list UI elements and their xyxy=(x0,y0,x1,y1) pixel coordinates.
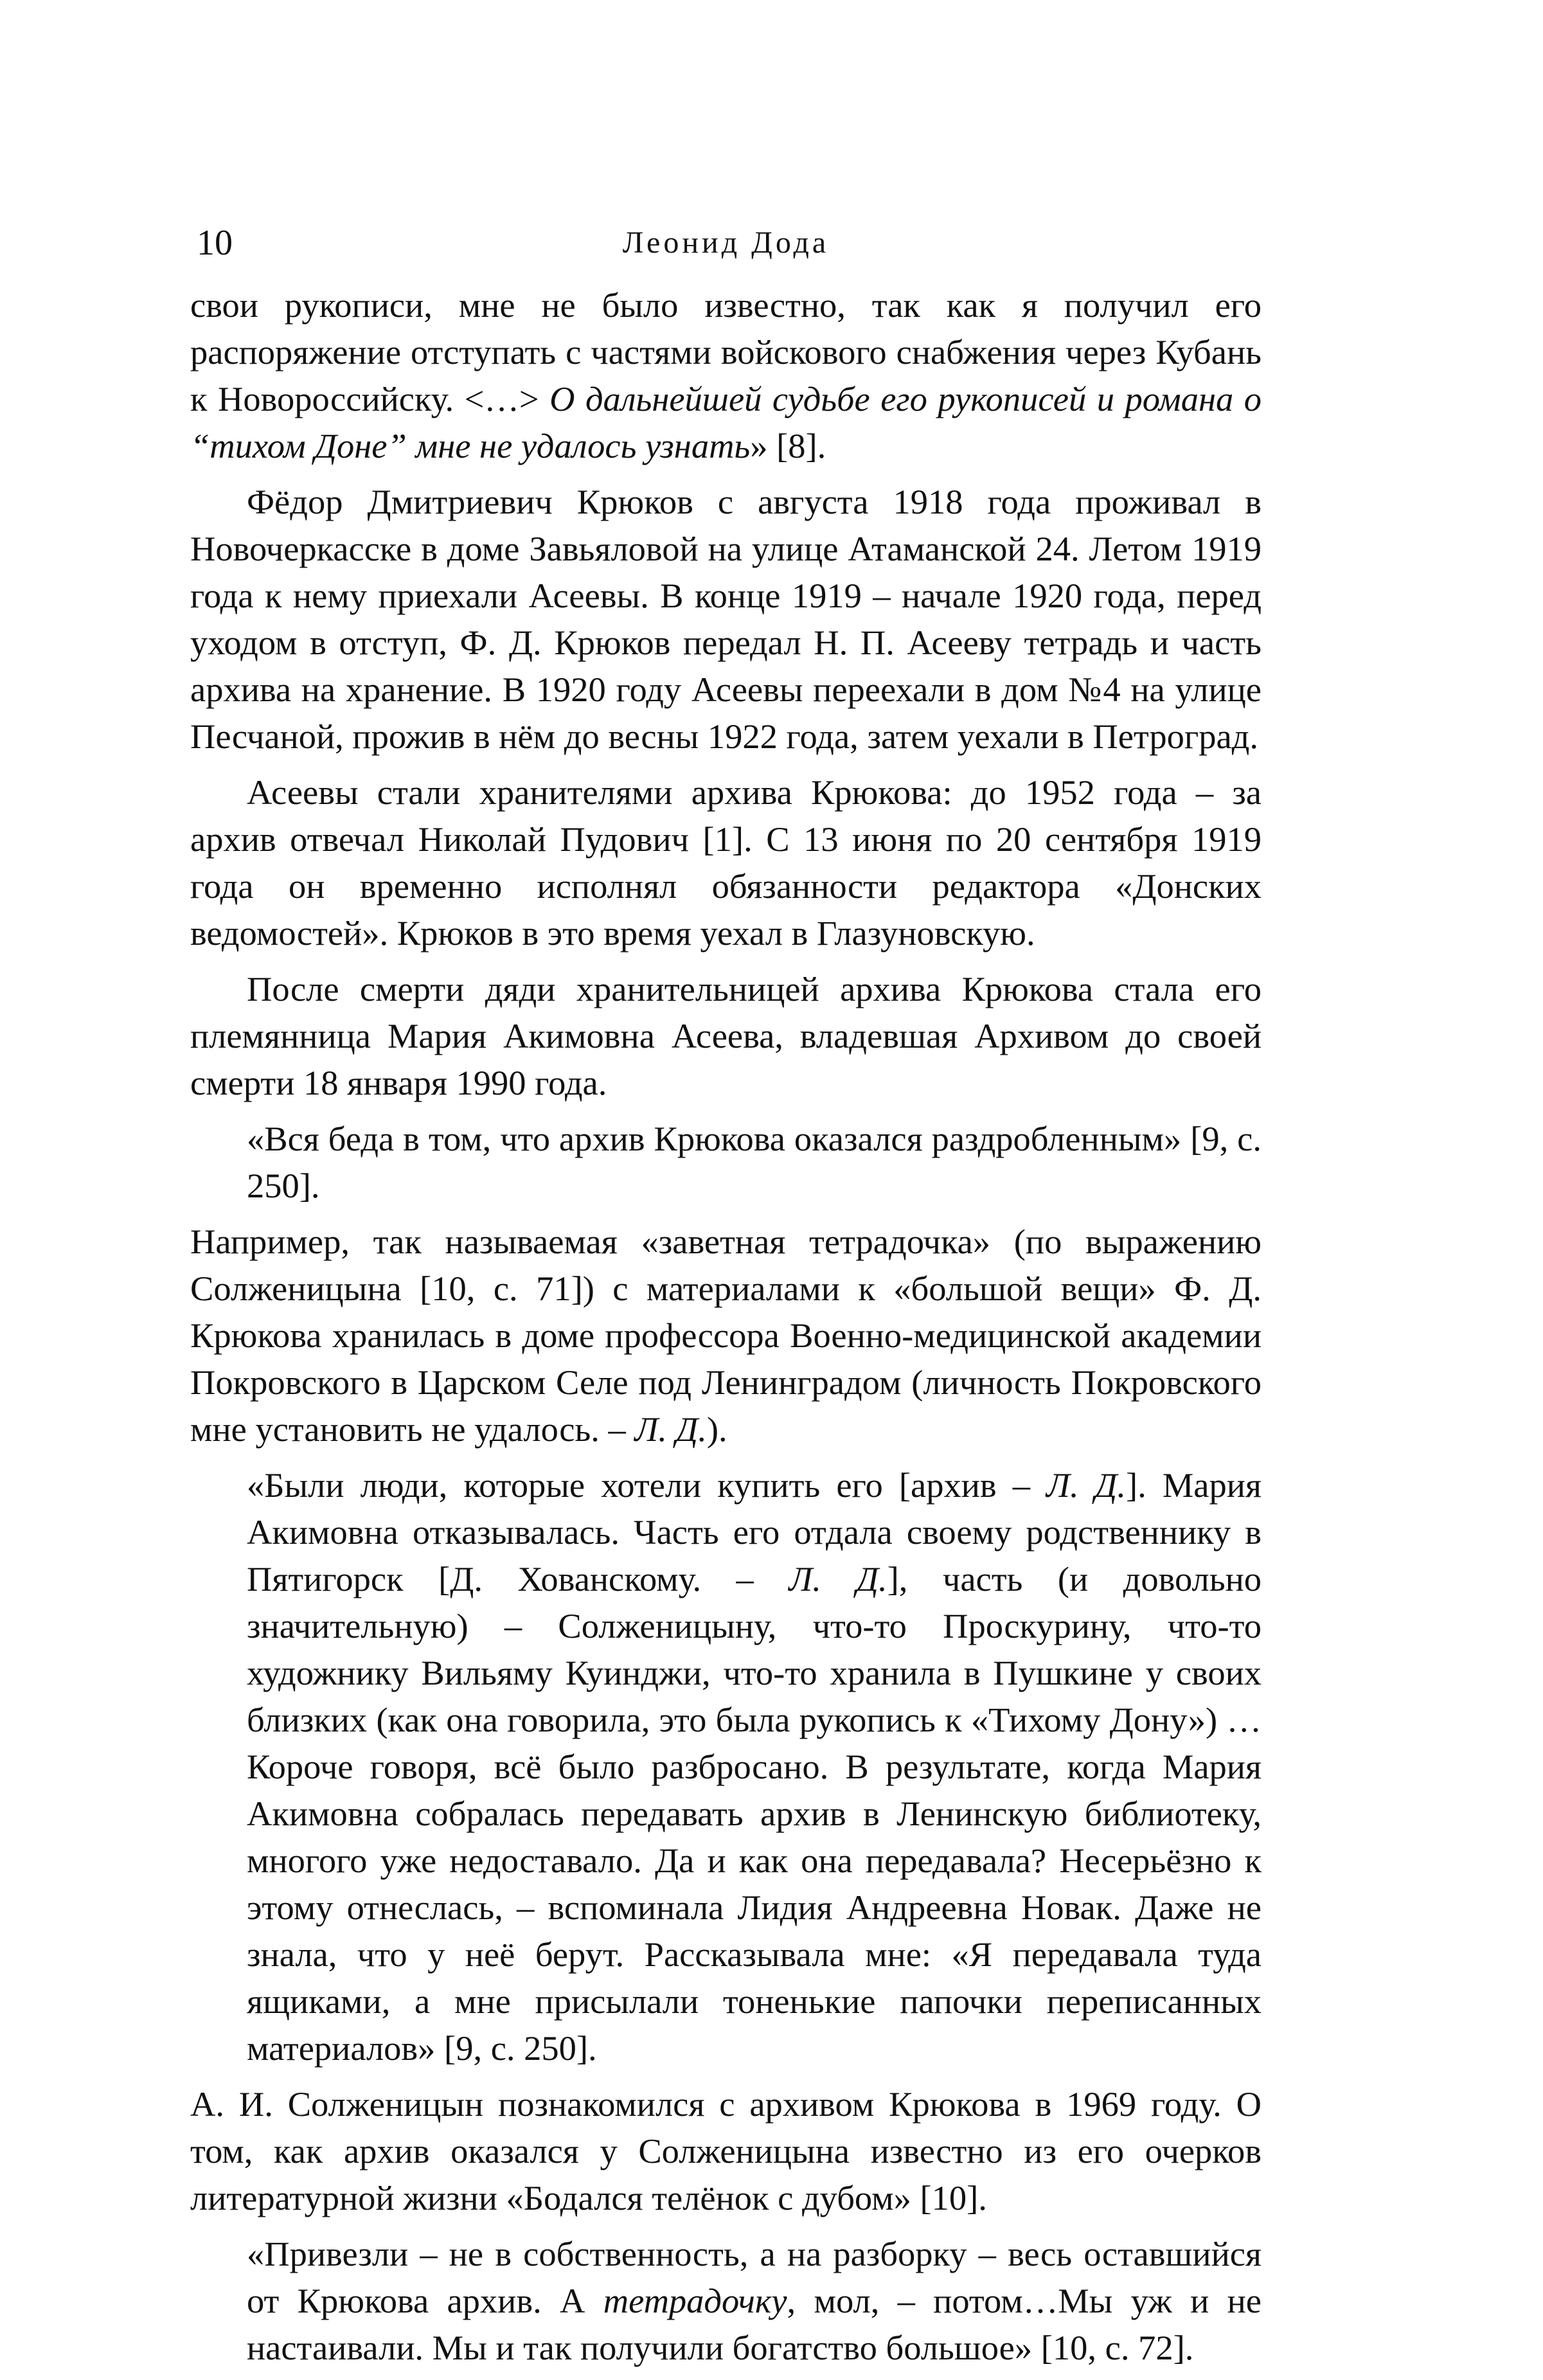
block-quote xyxy=(190,1115,1262,1209)
text-run: Асеевы стали хранителями архива Крюкова: до 1952 года – за архив отвечал Николай Пудович [1]. С 13 июня по 20 сентября 1919 года он временно исполнял обязанности редактора «Донских ведомостей». Крюков в это время уехал в Глазуновскую. xyxy=(190,773,1262,953)
paragraph-continuation xyxy=(190,282,1262,469)
text-run: Например, так называемая «заветная тетрадочка» (по выражению Солженицына [10, с. 71]) с материалами к «большой вещи» Ф. Д. Крюкова хранилась в доме профессора Военно-медицинской академии Покровского в Царском Селе под Ленинградом (личность Покровского мне установить не удалось. – xyxy=(190,1222,1262,1449)
running-head: Леонид Дода xyxy=(622,226,830,260)
paragraph xyxy=(190,965,1262,1106)
block-quote xyxy=(190,2230,1262,2371)
page-header xyxy=(190,220,1262,266)
italic-run: Л. Д. xyxy=(1046,1465,1126,1505)
paragraph xyxy=(190,769,1262,956)
text-run: А. И. Солженицын познакомился с архивом Крюкова в 1969 году. О том, как архив оказался у Солженицына известно из его очерков литературной жизни «Бодался телёнок с дубом» [10]. xyxy=(190,2084,1262,2217)
italic-run: Л. Д. xyxy=(634,1409,707,1449)
body-text xyxy=(190,282,1262,2380)
block-quote xyxy=(190,1462,1262,2071)
text-run: , мол, – потом…Мы уж и не настаивали. Мы и так получили богатство большое» [10, с. 72]. xyxy=(247,2281,1262,2367)
page-number: 10 xyxy=(197,223,233,263)
text-run: ], часть (и довольно значительную) – Солженицыну, что-то Проскурину, что-то художнику Вильяму Куинджи, что-то хранила в Пушкине у своих близких (как она говорила, это была рукопись к «Тихому Дону») …Короче говоря, всё было разбросано. В результате, когда Мария Акимовна собралась передавать архив в Ленинскую библиотеку, многого уже недоставало. Да и как она передавала? Несерьёзно к этому отнеслась, – вспоминала Лидия Андреевна Новак. Даже не знала, что у неё берут. Рассказывала мне: «Я передавала туда ящиками, а мне присылали тоненькие папочки переписанных материалов» [9, с. 250]. xyxy=(247,1559,1262,2068)
italic-run: тетрадочку xyxy=(603,2281,787,2320)
text-run: Фёдор Дмитриевич Крюков с августа 1918 года проживал в Новочеркасске в доме Завьяловой на улице Атаманской 24. Летом 1919 года к нему приехали Асеевы. В конце 1919 – начале 1920 года, перед уходом в отступ, Ф. Д. Крюков передал Н. П. Асееву тетрадь и часть архива на хранение. В 1920 году Асеевы переехали в дом №4 на улице Песчаной, прожив в нём до весны 1922 года, затем уехали в Петроград. xyxy=(190,482,1262,756)
paragraph xyxy=(190,478,1262,760)
text-run: ]. Мария Акимовна отказывалась. Часть его отдала своему родственнику в Пятигорск [Д. Хованскому. – xyxy=(247,1465,1262,1598)
text-run: «Привезли – не в собственность, а на разборку – весь оставшийся от Крюкова архив. А xyxy=(247,2234,1262,2320)
text-run: «Вся беда в том, что архив Крюкова оказался раздробленным» [9, с. 250]. xyxy=(247,1119,1262,1205)
paragraph xyxy=(190,2080,1262,2221)
text-run: После смерти дяди хранительницей архива Крюкова стала его племянница Мария Акимовна Асеева, владевшая Архивом до своей смерти 18 января 1990 года. xyxy=(190,969,1262,1102)
text-run: «Были люди, которые хотели купить его [архив – xyxy=(247,1465,1047,1505)
text-run: ). xyxy=(706,1409,727,1449)
text-run: свои рукописи, мне не было известно, так как я получил его распоряжение отступать с частями войскового снабжения через Кубань к Новороссийску. <…> xyxy=(190,285,1262,418)
text-run: » [8]. xyxy=(750,426,826,465)
paragraph xyxy=(190,1218,1262,1453)
italic-run: О дальнейшей судьбе его рукописей и романа о “тихом Доне” мне не удалось узнать xyxy=(190,379,1262,465)
italic-run: Л. Д. xyxy=(789,1559,887,1598)
